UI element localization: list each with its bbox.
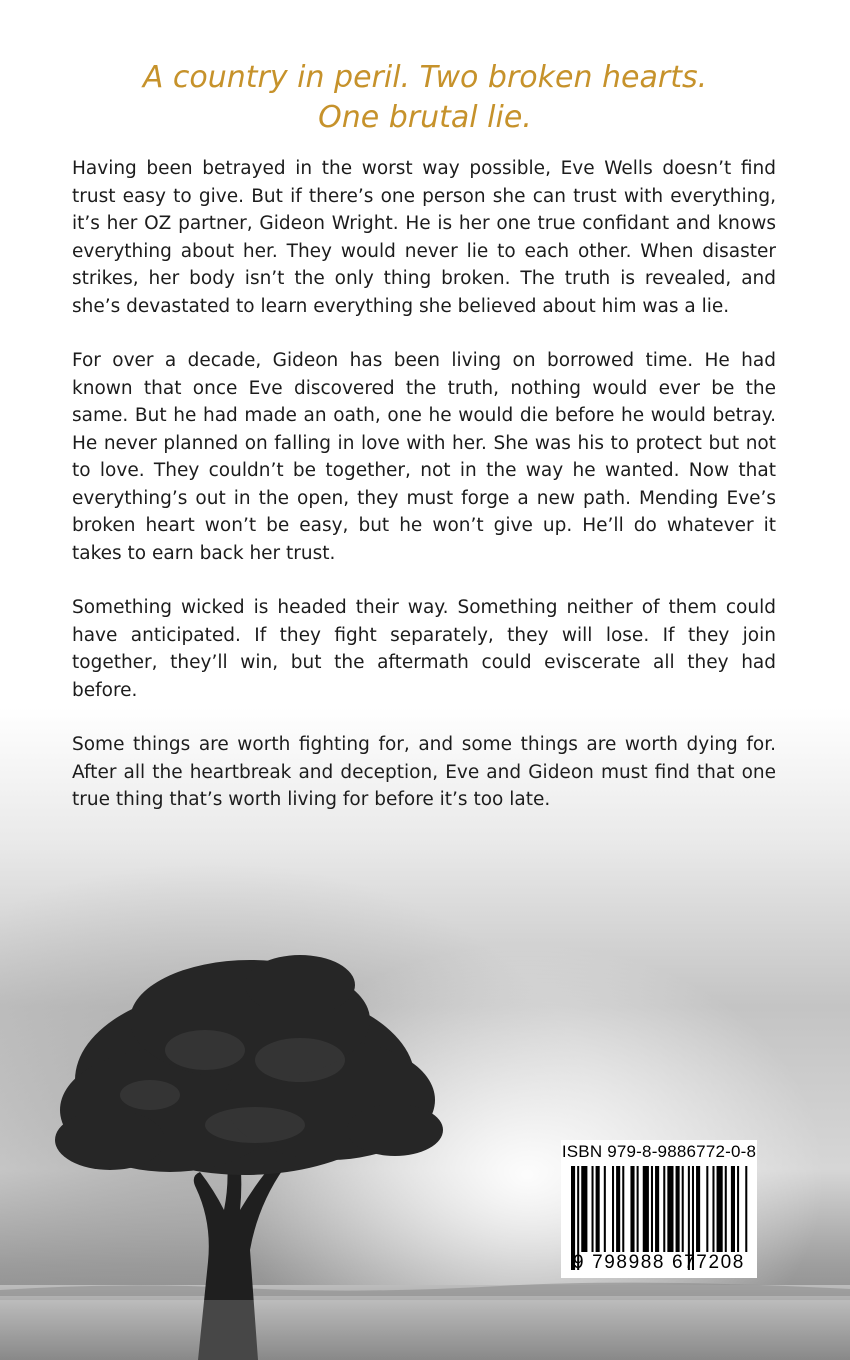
- barcode-bar: [592, 1166, 594, 1252]
- blurb-paragraph-2: For over a decade, Gideon has been living on borrowed time. He had known that once Eve discovered the truth, nothing would ever be the same. But he had made an oath, one he would die before he would betray. He never planned on falling in love with her. She was his to protect but not to love. They couldn’t be together, not in the way he wanted. Now that everything’s out in the open, they must forge a new path. Mending Eve’s broken heart won’t be easy, but he won’t give up. He’ll do whatever it takes to earn back her trust.: [72, 350, 776, 564]
- barcode-bar: [616, 1166, 620, 1252]
- barcode-bar: [612, 1166, 614, 1252]
- barcode-bar: [737, 1166, 739, 1252]
- tagline-line-1: A country in peril. Two broken hearts.: [142, 60, 708, 95]
- barcode-bar: [596, 1166, 600, 1252]
- tagline: [0, 58, 850, 138]
- barcode-bar: [731, 1166, 735, 1252]
- barcode-bar: [604, 1166, 606, 1252]
- blurb-paragraph-4: Some things are worth fighting for, and some things are worth dying for. After all the heartbreak and deception, Eve and Gideon must find that one true thing that’s worth living for before it’s too late.: [72, 734, 776, 810]
- isbn-label: ISBN 979-8-9886772-0-8: [561, 1142, 757, 1161]
- barcode-bar: [651, 1166, 653, 1252]
- barcode-bar: [676, 1166, 680, 1252]
- barcode-bar: [696, 1166, 700, 1252]
- blurb-paragraph-1: Having been betrayed in the worst way possible, Eve Wells doesn’t find trust easy to give. But if there’s one person she can trust with everything, it’s her OZ partner, Gideon Wright. He is her one true confidant and knows everything about her. They would never lie to each other. When disaster strikes, her body isn’t the only thing broken. The truth is revealed, and she’s devastated to learn everything she believed about him was a lie.: [72, 158, 776, 317]
- barcode-bar: [667, 1166, 673, 1252]
- barcode-bar: [663, 1166, 665, 1252]
- barcode-bar: [712, 1166, 714, 1252]
- blurb: [72, 155, 776, 841]
- barcode-bar: [682, 1166, 684, 1252]
- barcode-bar: [745, 1166, 747, 1252]
- barcode-bar: [706, 1166, 708, 1252]
- barcode-bar: [630, 1166, 634, 1252]
- barcode-bar: [717, 1166, 723, 1252]
- barcode-digits: 9 798988 677208: [573, 1252, 745, 1273]
- barcode-bar: [643, 1166, 649, 1252]
- blurb-paragraph-3: Something wicked is headed their way. Something neither of them could have anticipated. If they fight separately, they will lose. If they join together, they’ll win, but the aftermath could eviscerate all they had before.: [72, 597, 776, 701]
- barcode-bar: [725, 1166, 727, 1252]
- isbn-barcode: [561, 1140, 757, 1278]
- tagline-line-2: One brutal lie.: [318, 100, 532, 135]
- barcode-bar: [581, 1166, 587, 1252]
- barcode-bar: [655, 1166, 659, 1252]
- barcode-bar: [622, 1166, 624, 1252]
- barcode-bar: [637, 1166, 639, 1252]
